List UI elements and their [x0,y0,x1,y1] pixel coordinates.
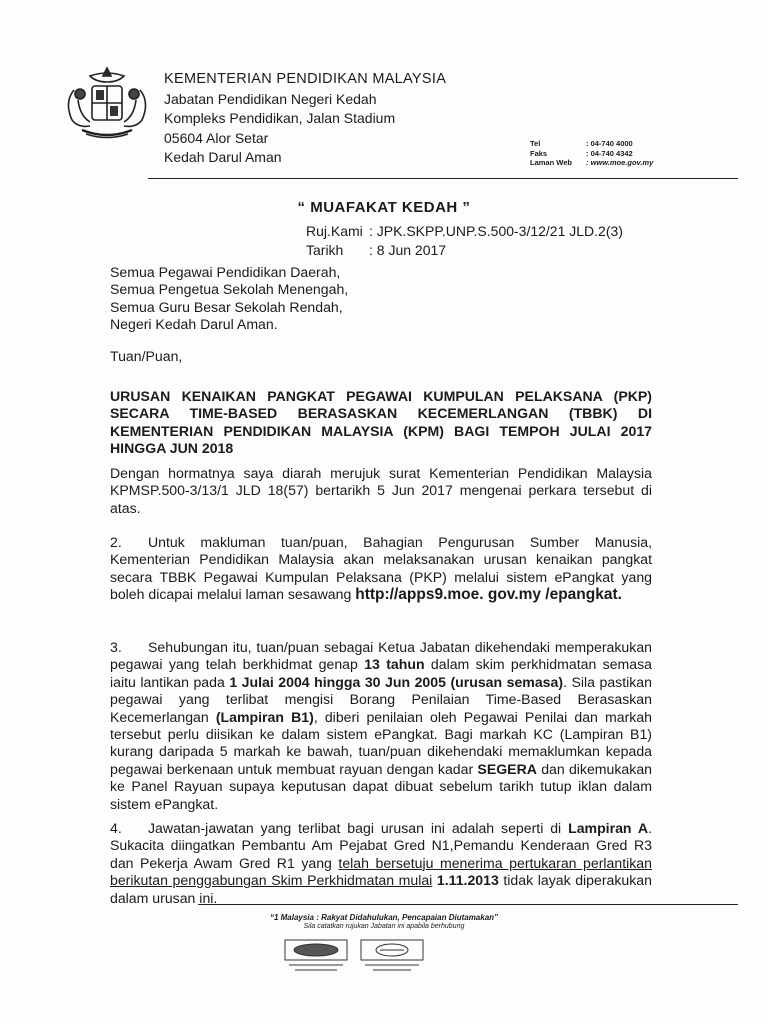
paragraph-text: , diberi penilaian oleh Pegawai Penilai dan markah tersebut perlu diisikan ke dalam sistem ePangkat. Bagi markah KC (Lampiran B1) kurang daripada 5 markah ke bawah, tuan/puan dikehendaki memaklumkan kepada pegawai berkenaan untuk membuat rayuan dengan kadar [110,708,652,777]
paragraph-text: dan dikemukakan ke Panel Rayuan supaya keputusan dapat dibuat sebelum tarikh tutup iklan dalam sistem ePangkat. [110,760,652,812]
contact-row-fax [530,149,653,159]
motto: “ MUAFAKAT KEDAH ” [297,199,471,216]
contact-label: Laman Web [530,158,572,167]
ref-value: : JPK.SKPP.UNP.S.500-3/12/21 JLD.2(3) [369,223,623,239]
contact-value: : 04-740 4000 [586,139,633,148]
header-divider [148,178,738,179]
contact-label: Faks [530,148,548,158]
footer-tagline: Sila catatkan rujukan Jabatan ini apabila berhubung [303,923,465,930]
footer-slogan: “1 Malaysia : Rakyat Didahulukan, Pencapaian Diutamakan” [269,913,499,922]
ministry-name: KEMENTERIAN PENDIDIKAN MALAYSIA [164,71,447,87]
salutation: Tuan/Puan, [110,348,183,364]
footer-divider [198,904,738,905]
paragraph-text: . Sila pastikan pegawai yang terlibat mengisi Borang Penilaian Time-Based Berasaskan Kecemerlangan [110,673,652,725]
paragraph-4 [110,820,652,907]
ref-label: Ruj.Kami [306,223,363,239]
contact-value: : www.moe.gov.my [586,158,654,167]
contact-row-web [530,158,653,168]
urgency-text: SEGERA [477,760,537,777]
paragraph-number: 3. [110,639,122,655]
recipient-line: Semua Pengetua Sekolah Menengah, [110,281,349,298]
paragraph-text: . Sukacita diingatkan Pembantu Am Pejabat Gred N1,Pemandu Kenderaan Gred R3 dan Pekerja Awam Gred R1 yang [110,820,652,871]
date-label: Tarikh [306,242,344,258]
paragraph-text: Jawatan-jawatan yang terlibat bagi urusan ini adalah seperti di [148,820,569,836]
footer [0,913,768,930]
coat-of-arms-emblem [60,64,154,146]
contact-block [530,139,653,168]
paragraph-text: tidak layak diperakukan dalam urusan ini. [110,872,652,906]
letterhead [164,70,446,168]
attachment-ref: (Lampiran B1) [215,708,314,725]
effective-date: 1.11.2013 [436,872,499,889]
paragraph-text: Sehubungan itu, tuan/puan sebagai Ketua Jabatan dikehendaki memperakukan pegawai yang telah berkhidmat genap [110,639,652,673]
department-line: Jabatan Pendidikan Negeri Kedah [164,90,377,107]
address-line: Kompleks Pendidikan, Jalan Stadium [164,110,396,126]
contact-value: : 04-740 4342 [586,148,633,158]
paragraph-number: 4. [110,820,122,836]
contact-label: Tel [530,139,541,148]
recipient-address [110,264,652,334]
paragraph-3 [110,639,652,813]
service-years: 13 tahun [364,656,425,673]
paragraph-text: Untuk makluman tuan/puan, Bahagian Pengurusan Sumber Manusia, Kementerian Pendidikan Malaysia akan melaksanakan urusan kenaikan pangkat secara TBBK Pegawai Kumpulan Pelaksana (PKP) melalui sistem ePangkat yang boleh dicapai melalui laman sesawang [110,534,652,603]
date-value: : 8 Jun 2017 [369,242,447,258]
reference-block [306,222,623,260]
subject-heading: URUSAN KENAIKAN PANGKAT PEGAWAI KUMPULAN PELAKSANA (PKP) SECARA TIME-BASED BERASASKAN KECEMERLANGAN (TBBK) DI KEMENTERIAN PENDIDIKAN MALAYSIA (KPM) BAGI TEMPOH JULAI 2017 HINGGA JUN 2018 [110,388,652,457]
recipient-line: Semua Guru Besar Sekolah Rendah, [110,298,343,315]
certification-logos [283,938,433,974]
paragraph-number: 2. [110,534,122,550]
underlined-text: telah bersetuju menerima pertukaran perlantikan berikutan penggabungan Skim Perkhidmatan mulai [110,854,652,889]
paragraph-2 [110,534,652,604]
recipient-line: Semua Pegawai Pendidikan Daerah, [110,264,341,280]
state-line: Kedah Darul Aman [164,149,282,165]
epangkat-url: http://apps9.moe. gov.my /epangkat. [355,586,622,604]
postcode-line: 05604 Alor Setar [164,129,269,146]
intro-paragraph: Dengan hormatnya saya diarah merujuk surat Kementerian Pendidikan Malaysia KPMSP.500-3/13/1 JLD 18(57) bertarikh 5 Jun 2017 mengenai perkara tersebut di atas. [110,465,652,516]
recipient-line: Negeri Kedah Darul Aman. [110,316,278,333]
contact-row-tel [530,139,653,149]
attachment-ref: Lampiran A [568,820,649,836]
appointment-period: 1 Julai 2004 hingga 30 Jun 2005 (urusan semasa) [229,673,564,690]
paragraph-text: dalam skim perkhidmatan semasa iaitu lantikan pada [110,656,652,690]
